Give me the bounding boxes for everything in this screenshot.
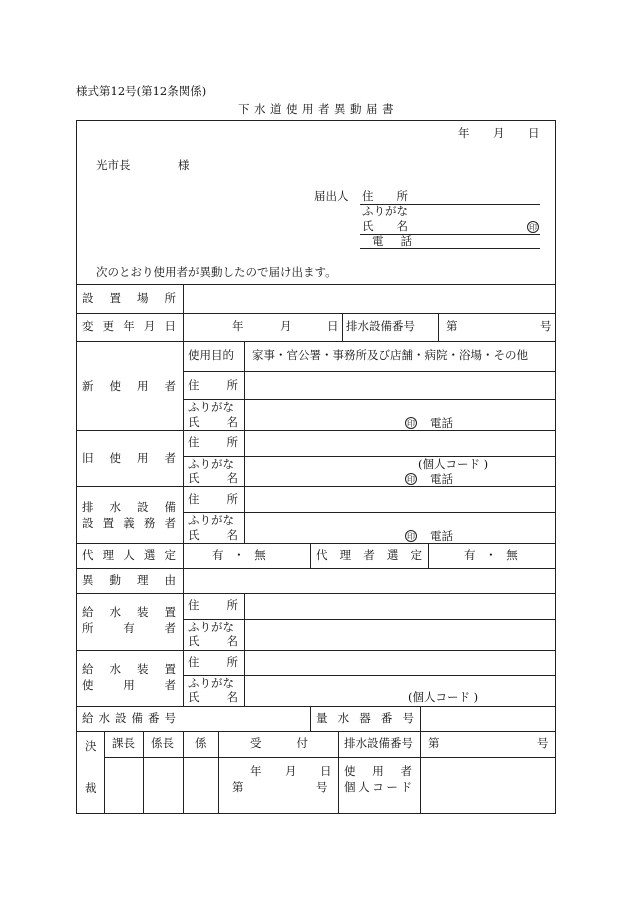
agent-selection-label: 代 理 人 選 定	[82, 548, 176, 562]
old-user-address-label: 住 所	[188, 435, 238, 449]
approval-label-bottom: 裁	[85, 781, 97, 795]
change-date-label: 変 更 年 月 日	[82, 319, 176, 333]
approval-col	[143, 731, 144, 814]
applicant-seal-icon: 印	[529, 223, 537, 232]
supply-no-label: 給 水 設 備 番 号	[82, 711, 176, 725]
old-user-phone-label: 電話	[430, 472, 453, 486]
approval-col	[218, 731, 219, 814]
col-divider	[428, 543, 429, 568]
col-divider	[310, 706, 311, 731]
row-divider	[76, 341, 556, 342]
staff-label: 係	[195, 736, 207, 750]
col-divider	[310, 543, 311, 568]
drain-no-label: 排水設備番号	[346, 319, 415, 333]
reception-month: 月	[285, 764, 297, 778]
new-user-name-label: 氏 名	[188, 415, 238, 429]
addressee-honorific: 様	[178, 158, 190, 172]
subrow-divider	[183, 512, 556, 513]
col-divider	[438, 313, 439, 341]
row-divider	[76, 284, 556, 285]
reception-day: 日	[320, 764, 332, 778]
approval-drain-no-label: 排水設備番号	[344, 736, 413, 750]
row-divider	[76, 543, 556, 544]
applicant-name-line	[360, 234, 540, 235]
obligor-furigana-label: ふりがな	[188, 513, 234, 527]
agent-selection-value: 有 ・ 無	[212, 548, 269, 562]
section-chief-label: 課長	[112, 736, 135, 750]
supply-owner-furigana-label: ふりがな	[188, 620, 234, 634]
col-divider	[342, 313, 343, 341]
reception-no-suffix: 号	[316, 780, 328, 794]
row-divider	[76, 593, 556, 594]
row-divider	[76, 731, 556, 732]
purpose-options: 家事・官公署・事務所及び店舗・病院・浴場・その他	[252, 348, 528, 362]
sub-label-divider	[244, 593, 245, 706]
applicant-label: 届出人	[314, 189, 349, 203]
approval-col	[420, 731, 421, 814]
obligor-address-label: 住 所	[188, 492, 238, 506]
agent-selection-label2: 代 理 者 選 定	[316, 548, 422, 562]
subrow-divider	[183, 619, 556, 620]
row-divider	[76, 568, 556, 569]
subrow-divider	[183, 399, 556, 400]
supply-owner-address-label: 住 所	[188, 598, 238, 612]
location-label: 設 置 場 所	[82, 291, 176, 305]
approval-label-top: 決	[85, 739, 97, 753]
old-user-name-label: 氏 名	[188, 471, 238, 485]
subrow-divider	[183, 456, 556, 457]
date-year: 年	[458, 126, 470, 140]
new-user-phone-label: 電話	[430, 416, 453, 430]
change-date-year: 年	[232, 319, 244, 333]
row-divider	[76, 313, 556, 314]
change-date-day: 日	[327, 319, 339, 333]
user-code-label-line2: 個 人 コ ー ド	[344, 780, 412, 794]
approval-col	[183, 731, 184, 814]
applicant-furigana-label: ふりがな	[362, 204, 408, 218]
approval-divider	[183, 757, 556, 758]
old-user-seal-icon: 印	[407, 475, 415, 484]
obligor-label-line2: 設 置 義 務 者	[82, 516, 176, 530]
obligor-label-line1: 排 水 設 備	[82, 500, 176, 514]
drain-no-suffix: 号	[540, 319, 552, 333]
supply-user-label-line1: 給 水 装 置	[82, 662, 176, 676]
supply-owner-label-line1: 給 水 装 置	[82, 605, 176, 619]
approval-col	[338, 731, 339, 814]
new-user-address-label: 住 所	[188, 378, 238, 392]
purpose-label: 使用目的	[188, 348, 234, 362]
form-title: 下水道使用者異動届書	[238, 102, 398, 116]
reception-no-prefix: 第	[232, 780, 244, 794]
label-column-divider	[183, 284, 184, 706]
meter-no-label: 量 水 器 番 号	[316, 711, 414, 725]
approval-col	[104, 731, 105, 814]
reception-label: 受 付	[250, 736, 308, 750]
new-user-label: 新 使 用 者	[82, 379, 176, 393]
supply-user-furigana-label: ふりがな	[188, 676, 234, 690]
form-number: 様式第12号(第12条関係)	[76, 84, 207, 98]
row-divider	[76, 650, 556, 651]
subrow-divider	[183, 371, 556, 372]
addressee-name: 光市長	[96, 158, 131, 172]
applicant-address-label: 住 所	[362, 189, 408, 203]
col-divider	[420, 706, 421, 731]
date-day: 日	[528, 126, 540, 140]
applicant-name-label: 氏 名	[362, 219, 408, 233]
drain-no-prefix: 第	[446, 319, 458, 333]
applicant-phone-line	[360, 248, 540, 249]
applicant-phone-label: 電 話	[372, 234, 412, 248]
obligor-name-label: 氏 名	[188, 528, 238, 542]
obligor-phone-label: 電話	[430, 529, 453, 543]
supply-user-code-label: (個人コード )	[408, 690, 479, 704]
sub-label-divider	[244, 341, 245, 543]
date-month: 月	[493, 126, 505, 140]
agent-selection-value2: 有 ・ 無	[464, 548, 521, 562]
supply-owner-label-line2: 所 有 者	[82, 621, 176, 635]
supply-user-label-line2: 使 用 者	[82, 678, 176, 692]
sub-chief-label: 係長	[151, 736, 174, 750]
row-divider	[76, 486, 556, 487]
reception-year: 年	[250, 764, 262, 778]
new-user-furigana-label: ふりがな	[188, 400, 234, 414]
change-date-month: 月	[280, 319, 292, 333]
obligor-seal-icon: 印	[407, 532, 415, 541]
approval-drain-no-prefix: 第	[428, 736, 440, 750]
old-user-label: 旧 使 用 者	[82, 451, 176, 465]
user-code-label-line1: 使 用 者	[344, 764, 412, 778]
intro-text: 次のとおり使用者が異動したので届け出ます。	[96, 265, 337, 279]
row-divider	[76, 706, 556, 707]
supply-user-address-label: 住 所	[188, 655, 238, 669]
approval-drain-no-suffix: 号	[537, 736, 549, 750]
reason-label: 異 動 理 由	[82, 573, 176, 587]
subrow-divider	[183, 675, 556, 676]
old-user-code-label: (個人コード )	[418, 457, 489, 471]
supply-owner-name-label: 氏 名	[188, 634, 238, 648]
new-user-seal-icon: 印	[407, 419, 415, 428]
old-user-furigana-label: ふりがな	[188, 457, 234, 471]
supply-user-name-label: 氏 名	[188, 690, 238, 704]
row-divider	[76, 430, 556, 431]
